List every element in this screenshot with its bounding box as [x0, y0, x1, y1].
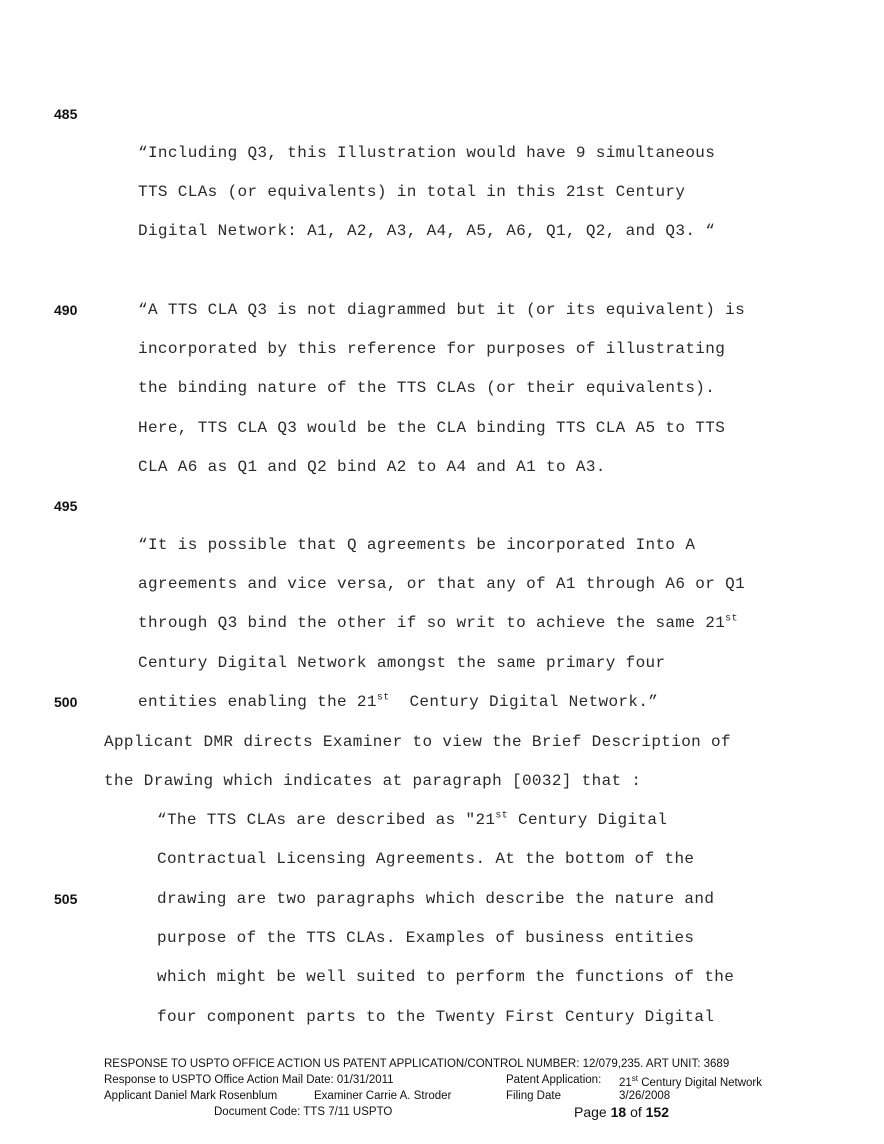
- text-line: drawing are two paragraphs which describe the nature and: [157, 890, 715, 908]
- footer-patent-app-label: Patent Application:: [506, 1074, 602, 1086]
- text-fragment: through Q3 bind the other if so writ to achieve the same 21: [138, 614, 726, 632]
- footer-applicant: Applicant Daniel Mark Rosenblum: [104, 1090, 278, 1102]
- superscript: st: [631, 1074, 639, 1083]
- superscript: st: [376, 692, 390, 704]
- page-label: Page: [574, 1104, 607, 1120]
- text-line: TTS CLAs (or equivalents) in total in this 21st Century: [138, 183, 686, 201]
- footer-examiner: Examiner Carrie A. Stroder: [314, 1090, 452, 1102]
- page-total: 152: [645, 1104, 669, 1120]
- page-number: [574, 1104, 669, 1120]
- page-of: of: [630, 1104, 642, 1120]
- line-number: 500: [54, 694, 78, 710]
- text-fragment: Century Digital Network.”: [389, 693, 659, 711]
- text-line: [157, 811, 667, 829]
- text-line: “Including Q3, this Illustration would have 9 simultaneous: [138, 144, 716, 162]
- text-line: Here, TTS CLA Q3 would be the CLA binding TTS CLA A5 to TTS: [138, 419, 726, 437]
- text-line: “It is possible that Q agreements be incorporated Into A: [138, 536, 696, 554]
- text-line: purpose of the TTS CLAs. Examples of business entities: [157, 929, 695, 947]
- text-line: CLA A6 as Q1 and Q2 bind A2 to A4 and A1 to A3.: [138, 458, 606, 476]
- line-number: 485: [54, 106, 78, 122]
- text-fragment: entities enabling the 21: [138, 693, 377, 711]
- line-number: 495: [54, 498, 78, 514]
- footer-mail-date: Response to USPTO Office Action Mail Date: 01/31/2011: [104, 1074, 394, 1086]
- footer-filing-date-value: 3/26/2008: [619, 1090, 671, 1102]
- text-line: Contractual Licensing Agreements. At the bottom of the: [157, 850, 695, 868]
- line-number: 490: [54, 302, 78, 318]
- text-fragment: Century Digital: [508, 811, 668, 829]
- text-line: Digital Network: A1, A2, A3, A4, A5, A6, Q1, Q2, and Q3. “: [138, 222, 716, 240]
- text-line: “A TTS CLA Q3 is not diagrammed but it (or its equivalent) is: [138, 301, 746, 319]
- footer-response-line: RESPONSE TO USPTO OFFICE ACTION US PATENT APPLICATION/CONTROL NUMBER: 12/079,235. ART UNIT: 3689: [104, 1058, 730, 1070]
- text-line: agreements and vice versa, or that any of A1 through A6 or Q1: [138, 575, 746, 593]
- text-line: Century Digital Network amongst the same primary four: [138, 654, 666, 672]
- text-line: Applicant DMR directs Examiner to view the Brief Description of: [104, 733, 731, 751]
- text-fragment: “The TTS CLAs are described as "21: [157, 811, 496, 829]
- text-line: [138, 614, 738, 632]
- text-line: four component parts to the Twenty First Century Digital: [157, 1008, 715, 1026]
- text-line: which might be well suited to perform the functions of the: [157, 968, 735, 986]
- footer-filing-date-label: Filing Date: [506, 1090, 561, 1102]
- page-current: 18: [610, 1104, 627, 1120]
- text-line: [138, 693, 658, 711]
- footer-doc-code: Document Code: TTS 7/11 USPTO: [214, 1106, 393, 1118]
- line-number: 505: [54, 891, 78, 907]
- footer-patent-app-value: [619, 1074, 762, 1089]
- superscript: st: [725, 613, 738, 625]
- footer-patent-app-post: Century Digital Network: [638, 1076, 763, 1089]
- text-line: the Drawing which indicates at paragraph [0032] that :: [104, 772, 642, 790]
- footer-patent-app-pre: 21: [619, 1076, 632, 1089]
- text-line: the binding nature of the TTS CLAs (or their equivalents).: [138, 379, 716, 397]
- superscript: st: [495, 810, 509, 822]
- text-line: incorporated by this reference for purposes of illustrating: [138, 340, 726, 358]
